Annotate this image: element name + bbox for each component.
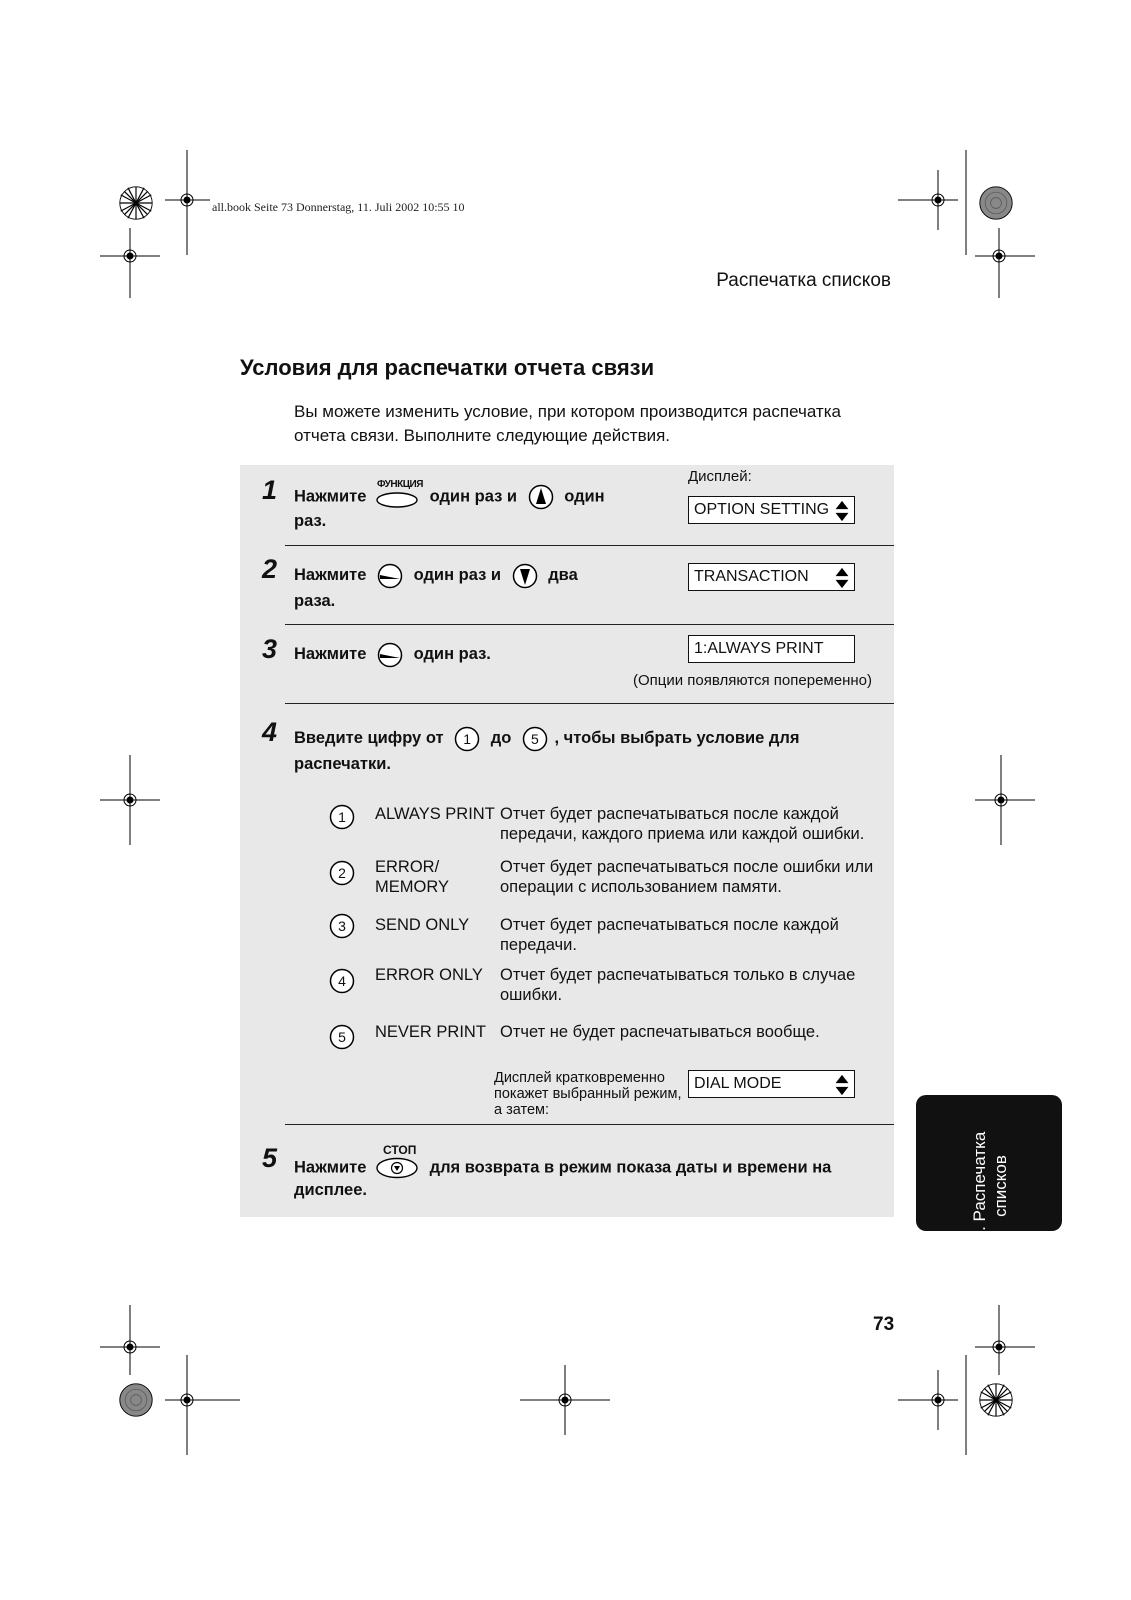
step-divider	[285, 703, 894, 704]
step-text-part: один	[564, 487, 605, 506]
step-text-part: один раз.	[413, 645, 491, 663]
step-text-part: Нажмите	[294, 487, 367, 506]
option-number: 1	[338, 809, 346, 825]
step-text-part: Нажмите	[294, 1158, 367, 1177]
lcd-text: OPTION SETTING	[694, 501, 830, 518]
step-text-part: Введите цифру от	[294, 729, 444, 747]
book-file-info: all.book Seite 73 Donnerstag, 11. Juli 2002 10:55 10	[212, 200, 465, 214]
step-divider	[285, 624, 894, 625]
step-text-part: раза.	[294, 592, 336, 610]
step-text-part: дисплее.	[294, 1181, 367, 1199]
color-target-icon	[118, 185, 154, 221]
option-name: ERROR ONLY	[375, 966, 483, 984]
option-number-icon	[329, 1024, 355, 1050]
up-down-arrow-icon	[834, 1074, 850, 1096]
step-number: 5	[262, 1143, 278, 1173]
option-description: Отчет будет распечатываться после каждой передачи.	[500, 916, 839, 954]
page-number: 73	[873, 1314, 895, 1335]
chapter-tab-line: 7. Распечатка	[970, 1131, 989, 1241]
up-down-arrow-icon	[834, 500, 850, 522]
step-2-text	[294, 562, 578, 589]
step-divider	[285, 545, 894, 546]
step-number: 3	[262, 634, 278, 664]
right-arrow-key-icon	[377, 642, 403, 668]
section-header: Распечатка списков	[716, 270, 891, 291]
registration-mark-icon	[520, 1365, 610, 1435]
down-arrow-key-icon	[512, 563, 538, 589]
display-label: Дисплей:	[688, 468, 752, 485]
step-text-part: для возврата в режим показа даты и времени на	[429, 1158, 832, 1177]
step-text-part: два	[548, 566, 578, 584]
right-arrow-key-icon	[377, 563, 403, 589]
number-key-label: 1	[463, 730, 472, 747]
lcd-text: TRANSACTION	[694, 568, 809, 585]
option-number-icon	[329, 860, 355, 886]
option-name: SEND ONLY	[375, 916, 470, 934]
step-text-part: распечатки.	[294, 755, 391, 773]
step-text-part: до	[490, 729, 512, 747]
options-alternate-note: (Опции появляются попеременно)	[633, 672, 872, 689]
step-text-part: один раз и	[429, 487, 518, 506]
step-3-text	[294, 641, 491, 668]
step-1-text	[294, 479, 605, 512]
step-text-part: Нажмите	[294, 566, 367, 584]
step-number: 2	[262, 554, 278, 584]
registration-mark-icon	[975, 1305, 1035, 1375]
option-number-icon	[329, 913, 355, 939]
option-description: Отчет будет распечатываться после каждой передачи, каждого приема или каждой ошибки.	[500, 805, 865, 843]
up-arrow-key-icon	[528, 484, 554, 510]
step-text-part: один раз и	[413, 566, 502, 584]
option-number: 3	[338, 918, 346, 934]
number-key-label: 5	[531, 730, 539, 747]
option-number: 5	[338, 1029, 346, 1045]
registration-mark-icon	[975, 228, 1035, 298]
option-description: Отчет будет распечатываться после ошибки или операции с использованием памяти.	[500, 858, 874, 896]
option-name: NEVER PRINT	[375, 1023, 486, 1041]
lcd-text: DIAL MODE	[694, 1075, 782, 1092]
function-key-label: ФУНКЦИЯ	[377, 479, 423, 490]
page-title: Условия для распечатки отчета связи	[240, 355, 655, 380]
step-number: 1	[262, 475, 278, 505]
chapter-side-tab	[916, 1095, 1062, 1241]
option-number-icon	[329, 968, 355, 994]
registration-mark-icon	[100, 228, 160, 298]
registration-mark-icon	[975, 755, 1035, 845]
option-name: ALWAYS PRINT	[375, 805, 495, 823]
color-target-icon	[978, 185, 1014, 221]
option-number-icon	[329, 804, 355, 830]
number-key-icon	[454, 726, 480, 752]
registration-mark-icon	[165, 150, 210, 255]
step-number: 4	[262, 717, 278, 747]
lcd-display	[688, 563, 855, 591]
stop-key-label: СТОП	[383, 1143, 417, 1157]
function-key-icon	[375, 479, 423, 512]
option-name: ERROR/ MEMORY	[375, 858, 449, 896]
lcd-display	[688, 496, 855, 524]
step-divider	[285, 1124, 894, 1125]
chapter-tab-line: списков	[991, 1155, 1010, 1217]
lcd-display	[688, 1070, 855, 1098]
step-text-part: Нажмите	[294, 645, 367, 663]
stop-key-icon	[375, 1143, 421, 1185]
step-text-part: раз.	[294, 512, 327, 530]
up-down-arrow-icon	[834, 567, 850, 589]
option-description: Отчет не будет распечатываться вообще.	[500, 1023, 820, 1041]
color-target-icon	[118, 1382, 154, 1418]
option-number: 2	[338, 865, 346, 881]
chapter-tab-label	[969, 1092, 1011, 1280]
option-description: Отчет будет распечатываться только в случае ошибки.	[500, 966, 856, 1004]
lcd-text: 1:ALWAYS PRINT	[694, 640, 824, 657]
registration-mark-icon	[165, 1355, 240, 1455]
registration-mark-icon	[100, 1305, 160, 1375]
color-target-icon	[978, 1382, 1014, 1418]
registration-mark-icon	[100, 755, 160, 845]
option-number: 4	[338, 973, 346, 989]
intro-paragraph: Вы можете изменить условие, при котором производится распечатка отчета связи. Выполните следующие действия.	[294, 402, 841, 445]
display-short-note: Дисплей кратковременно покажет выбранный режим, а затем:	[494, 1070, 682, 1118]
lcd-display	[688, 635, 855, 663]
step-4-text	[294, 725, 799, 752]
number-key-icon	[522, 726, 548, 752]
step-5-text	[294, 1143, 832, 1185]
step-text-part: , чтобы выбрать условие для	[554, 729, 800, 747]
